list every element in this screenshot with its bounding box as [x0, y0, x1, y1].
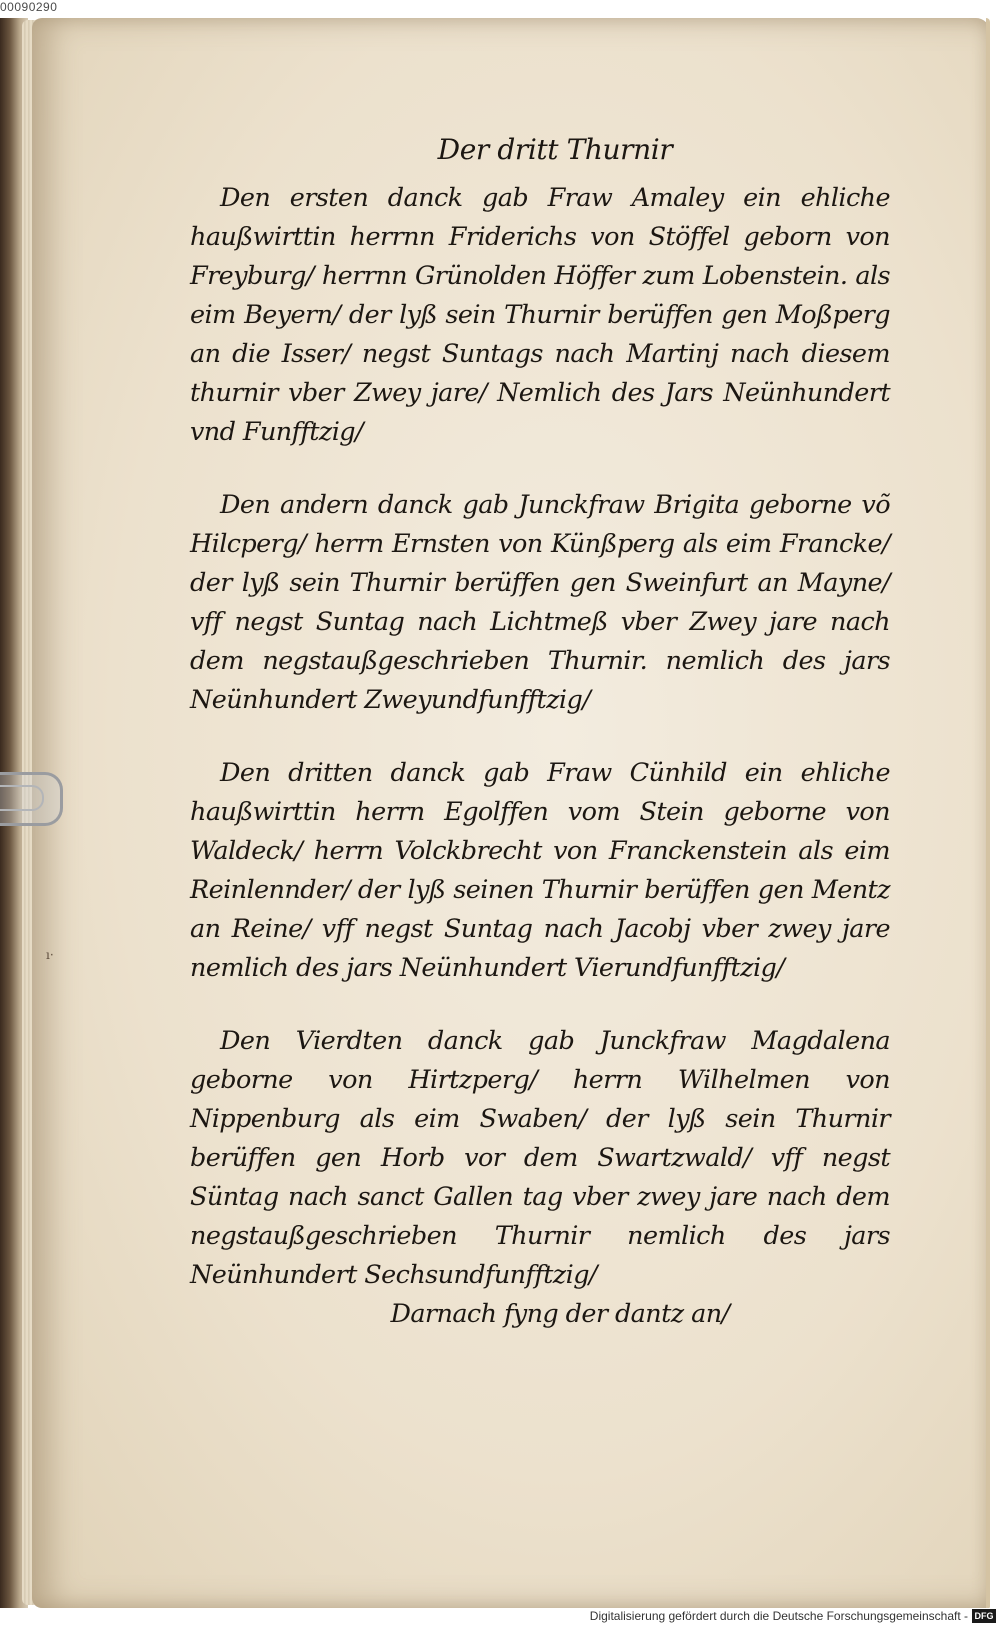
paper-clip-inner: [0, 785, 44, 811]
footer-bar: [0, 1608, 1000, 1626]
paragraph-third-prize: Den dritten danck gab Fraw Cünhild ein ehliche haußwirttin herrn Egolffen vom Stein geborne von Waldeck/ herrn Volckbrecht von Franckenstein als eim Reinlennder/ der lyß seinen Thurnir berüffen gen Mentz an Reine/ vff negst Suntag nach Jacobj vber zwey jare nemlich des jars Neünhundert Vierundfunfftzig/: [190, 758, 890, 983]
paragraph-fourth-prize: Den Vierdten danck gab Junckfraw Magdalena geborne von Hirtzperg/ herrn Wilhelmen von Nippenburg als eim Swaben/ der lyß sein Thurnir berüffen gen Horb vor dem Swartzwald/ vff negst Süntag nach sanct Gallen tag vber zwey jare nach dem negstaußgeschrieben Thurnir nemlich des jars Neünhundert Sechsundfunfftzig/: [190, 1026, 890, 1290]
page-edge: [986, 18, 990, 1608]
closing-line: Darnach fyng der dantz an/: [390, 1299, 730, 1329]
footer-credit: Digitalisierung gefördert durch die Deutsche Forschungsgemeinschaft -: [589, 1609, 968, 1623]
paper-clip-icon: [0, 772, 63, 826]
scan-id: 00090290: [0, 0, 58, 14]
page-text-block: [190, 130, 890, 1334]
page-heading: Der dritt Thurnir: [437, 133, 673, 166]
paragraph-first-prize: Den ersten danck gab Fraw Amaley ein ehliche haußwirttin herrnn Friderichs von Stöffel geborn von Freyburg/ herrnn Grünolden Höffer zum Lobenstein. als eim Beyern/ der lyß sein Thurnir berüffen gen Moßperg an die Isser/ negst Suntags nach Martinj nach diesem thurnir vber Zwey jare/ Nemlich des Jars Neünhundert vnd Funfftzig/: [190, 183, 890, 447]
margin-mark: ı‧: [46, 948, 54, 962]
dfg-logo: DFG: [972, 1609, 996, 1623]
paragraph-second-prize: Den andern danck gab Junckfraw Brigita geborne võ Hilcperg/ herrn Ernsten von Künßperg als eim Francke/ der lyß sein Thurnir berüffen gen Sweinfurt an Mayne/ vff negst Suntag nach Lichtmeß vber Zwey jare nach dem negstaußgeschrieben Thurnir. nemlich des jars Neünhundert Zweyundfunfftzig/: [190, 490, 890, 715]
